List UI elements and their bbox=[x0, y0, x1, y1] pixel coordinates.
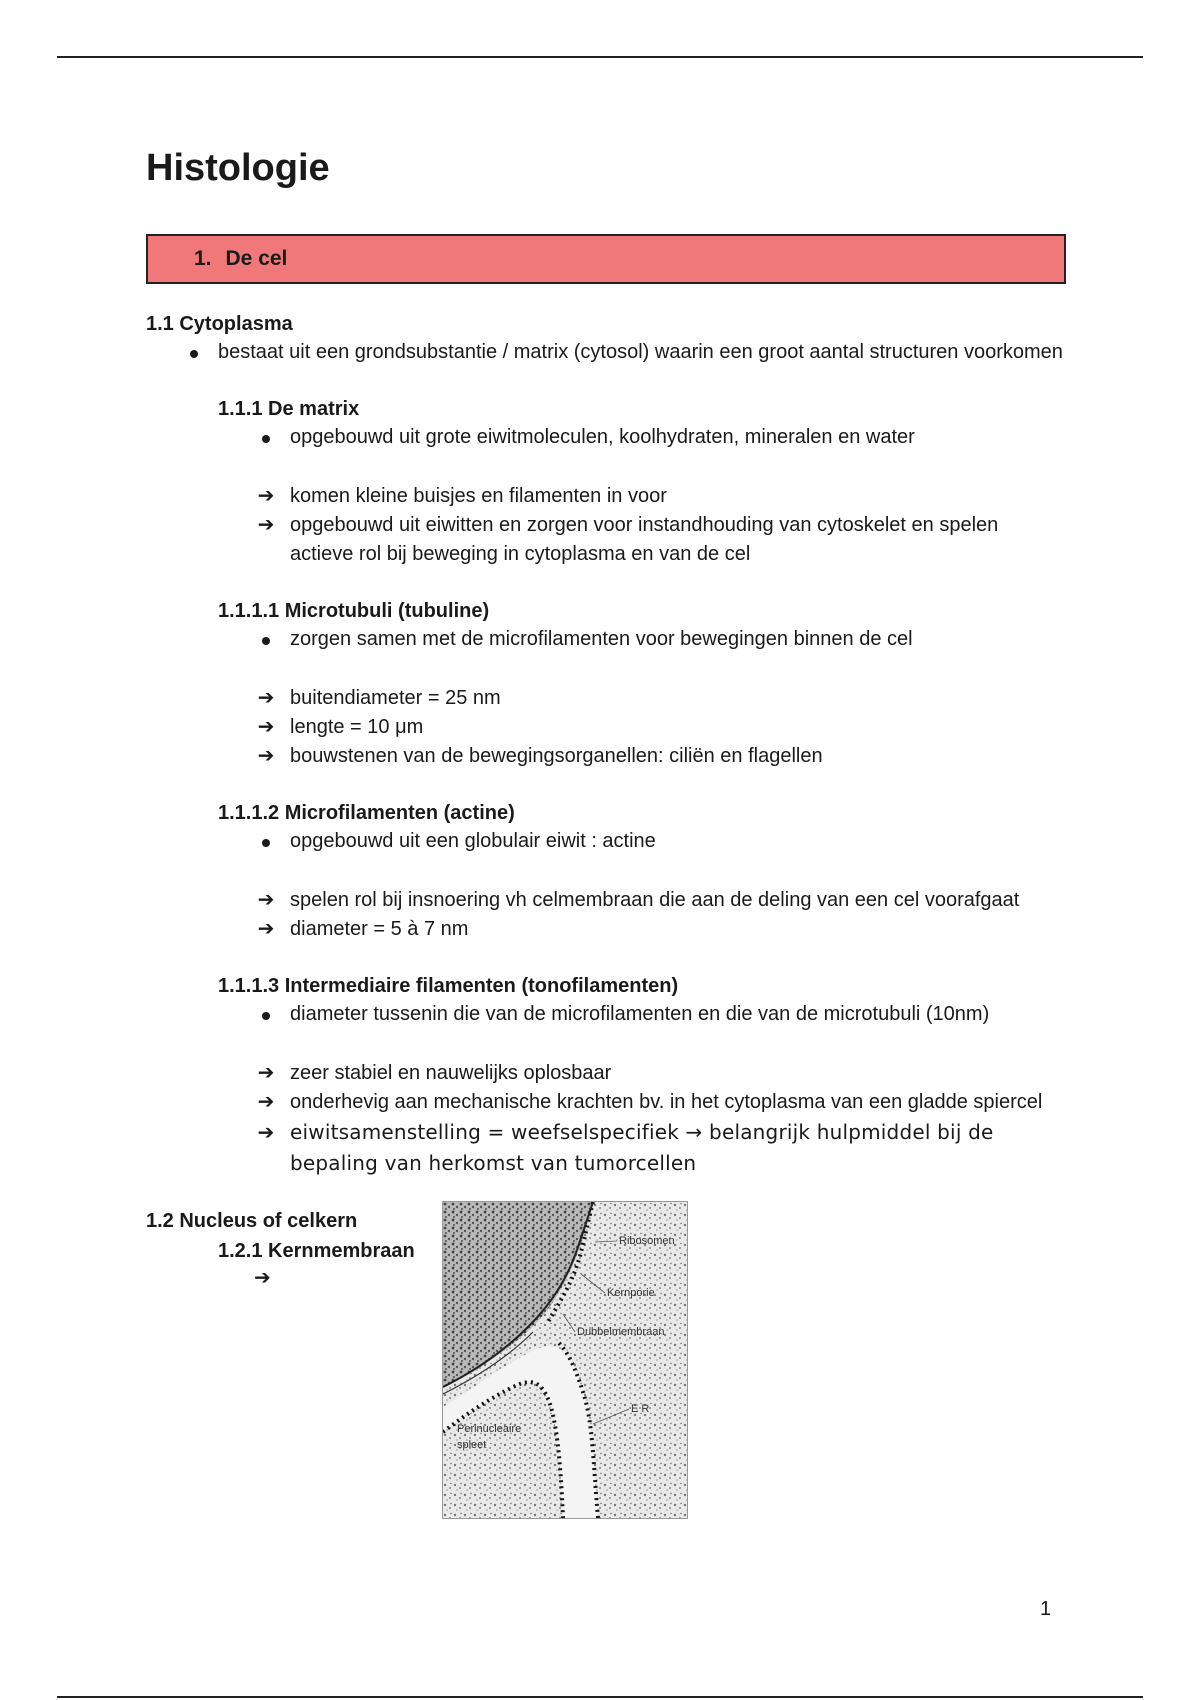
item-text: bouwstenen van de bewegingsorganellen: ciliën en flagellen bbox=[290, 745, 823, 767]
document-title: Histologie bbox=[146, 147, 330, 189]
spacer bbox=[146, 452, 1066, 482]
bullet-icon bbox=[254, 625, 278, 654]
list-item bbox=[257, 1117, 1066, 1179]
bottom-rule bbox=[57, 1696, 1143, 1698]
item-text: zeer stabiel en nauwelijks oplosbaar bbox=[290, 1062, 612, 1084]
document-body bbox=[146, 140, 1066, 1527]
list-item bbox=[257, 1088, 1066, 1117]
list-item bbox=[257, 511, 1066, 569]
bullet-icon bbox=[254, 423, 278, 452]
item-text: zorgen samen met de microfilamenten voor bewegingen binnen de cel bbox=[290, 628, 913, 650]
section-heading-cytoplasma: 1.1 Cytoplasma bbox=[146, 313, 293, 335]
arrow-icon: ➔ bbox=[257, 889, 275, 911]
section-heading-nucleus: 1.2 Nucleus of celkern bbox=[146, 1210, 358, 1232]
list-item bbox=[290, 423, 1066, 452]
nuclear-membrane-diagram bbox=[443, 1202, 687, 1518]
section-heading-kernmembraan: 1.2.1 Kernmembraan bbox=[218, 1240, 415, 1262]
list-item bbox=[290, 1000, 1066, 1029]
matrix-list bbox=[146, 423, 1066, 569]
item-text: opgebouwd uit grote eiwitmoleculen, koolhydraten, mineralen en water bbox=[290, 426, 915, 448]
arrow-icon: ➔ bbox=[257, 1062, 275, 1084]
list-item bbox=[290, 625, 1066, 654]
arrow-icon: ➔ bbox=[254, 1267, 271, 1289]
bullet-icon bbox=[254, 827, 278, 856]
label-er: E R bbox=[631, 1403, 650, 1415]
label-perinucleaire: Perinucleaire bbox=[457, 1423, 522, 1435]
list-item bbox=[257, 915, 1066, 944]
arrow-icon: ➔ bbox=[257, 514, 275, 536]
intermediaire-list bbox=[146, 1000, 1066, 1179]
top-rule bbox=[57, 56, 1143, 58]
arrow-icon: ➔ bbox=[257, 1120, 275, 1144]
list-item bbox=[257, 1059, 1066, 1088]
section-heading-matrix: 1.1.1 De matrix bbox=[218, 398, 360, 420]
spacer bbox=[146, 1029, 1066, 1059]
list-item bbox=[290, 827, 1066, 856]
spacer bbox=[146, 654, 1066, 684]
label-kernporie: Kernporie bbox=[607, 1287, 655, 1299]
list-item bbox=[257, 482, 1066, 511]
nuclear-membrane-figure bbox=[442, 1201, 688, 1519]
label-ribosomen: Ribosomen bbox=[619, 1235, 675, 1247]
arrow-icon: ➔ bbox=[257, 1091, 275, 1113]
chapter-heading-box bbox=[146, 234, 1066, 284]
chapter-title: De cel bbox=[225, 247, 288, 270]
bullet-icon bbox=[254, 1000, 278, 1029]
item-text: opgebouwd uit een globulair eiwit : actine bbox=[290, 830, 656, 852]
list-item bbox=[257, 684, 1066, 713]
chapter-number: 1. bbox=[194, 247, 212, 270]
item-text: bestaat uit een grondsubstantie / matrix (cytosol) waarin een groot aantal structuren voorkomen bbox=[218, 341, 1063, 363]
list-item bbox=[257, 886, 1066, 915]
arrow-icon: ➔ bbox=[257, 485, 275, 507]
item-text: diameter = 5 à 7 nm bbox=[290, 918, 469, 940]
page-number: 1 bbox=[1040, 1598, 1052, 1620]
item-text: opgebouwd uit eiwitten en zorgen voor instandhouding van cytoskelet en spelen actieve rol bij beweging in cytoplasma en van de cel bbox=[290, 514, 999, 565]
label-spleet: spleet bbox=[457, 1439, 487, 1451]
section-heading-intermediaire: 1.1.1.3 Intermediaire filamenten (tonofilamenten) bbox=[218, 975, 679, 997]
item-text: spelen rol bij insnoering vh celmembraan die aan de deling van een cel voorafgaat bbox=[290, 889, 1020, 911]
arrow-icon: ➔ bbox=[257, 687, 275, 709]
label-dubbelmembraan: Dubbelmembraan bbox=[577, 1326, 665, 1338]
bullet-icon bbox=[182, 338, 206, 367]
item-text: komen kleine buisjes en filamenten in voor bbox=[290, 485, 667, 507]
item-text: eiwitsamenstelling = weefselspecifiek → belangrijk hulpmiddel bij de bepaling van herkomst van tumorcellen bbox=[290, 1120, 994, 1175]
arrow-icon: ➔ bbox=[257, 716, 275, 738]
microfilamenten-list bbox=[146, 827, 1066, 944]
list-item bbox=[257, 742, 1066, 771]
item-text: lengte = 10 μm bbox=[290, 716, 424, 738]
item-text: buitendiameter = 25 nm bbox=[290, 687, 501, 709]
item-text: onderhevig aan mechanische krachten bv. in het cytoplasma van een gladde spiercel bbox=[290, 1091, 1043, 1113]
cytoplasma-list bbox=[146, 338, 1066, 367]
section-heading-microfilamenten: 1.1.1.2 Microfilamenten (actine) bbox=[218, 802, 515, 824]
item-text: diameter tussenin die van de microfilamenten en die van de microtubuli (10nm) bbox=[290, 1003, 990, 1025]
microtubuli-list bbox=[146, 625, 1066, 771]
section-heading-microtubuli: 1.1.1.1 Microtubuli (tubuline) bbox=[218, 600, 490, 622]
spacer bbox=[146, 856, 1066, 886]
list-item bbox=[257, 713, 1066, 742]
list-item bbox=[218, 338, 1066, 367]
nucleus-section bbox=[146, 1207, 1066, 1527]
arrow-icon: ➔ bbox=[257, 918, 275, 940]
arrow-icon: ➔ bbox=[257, 745, 275, 767]
